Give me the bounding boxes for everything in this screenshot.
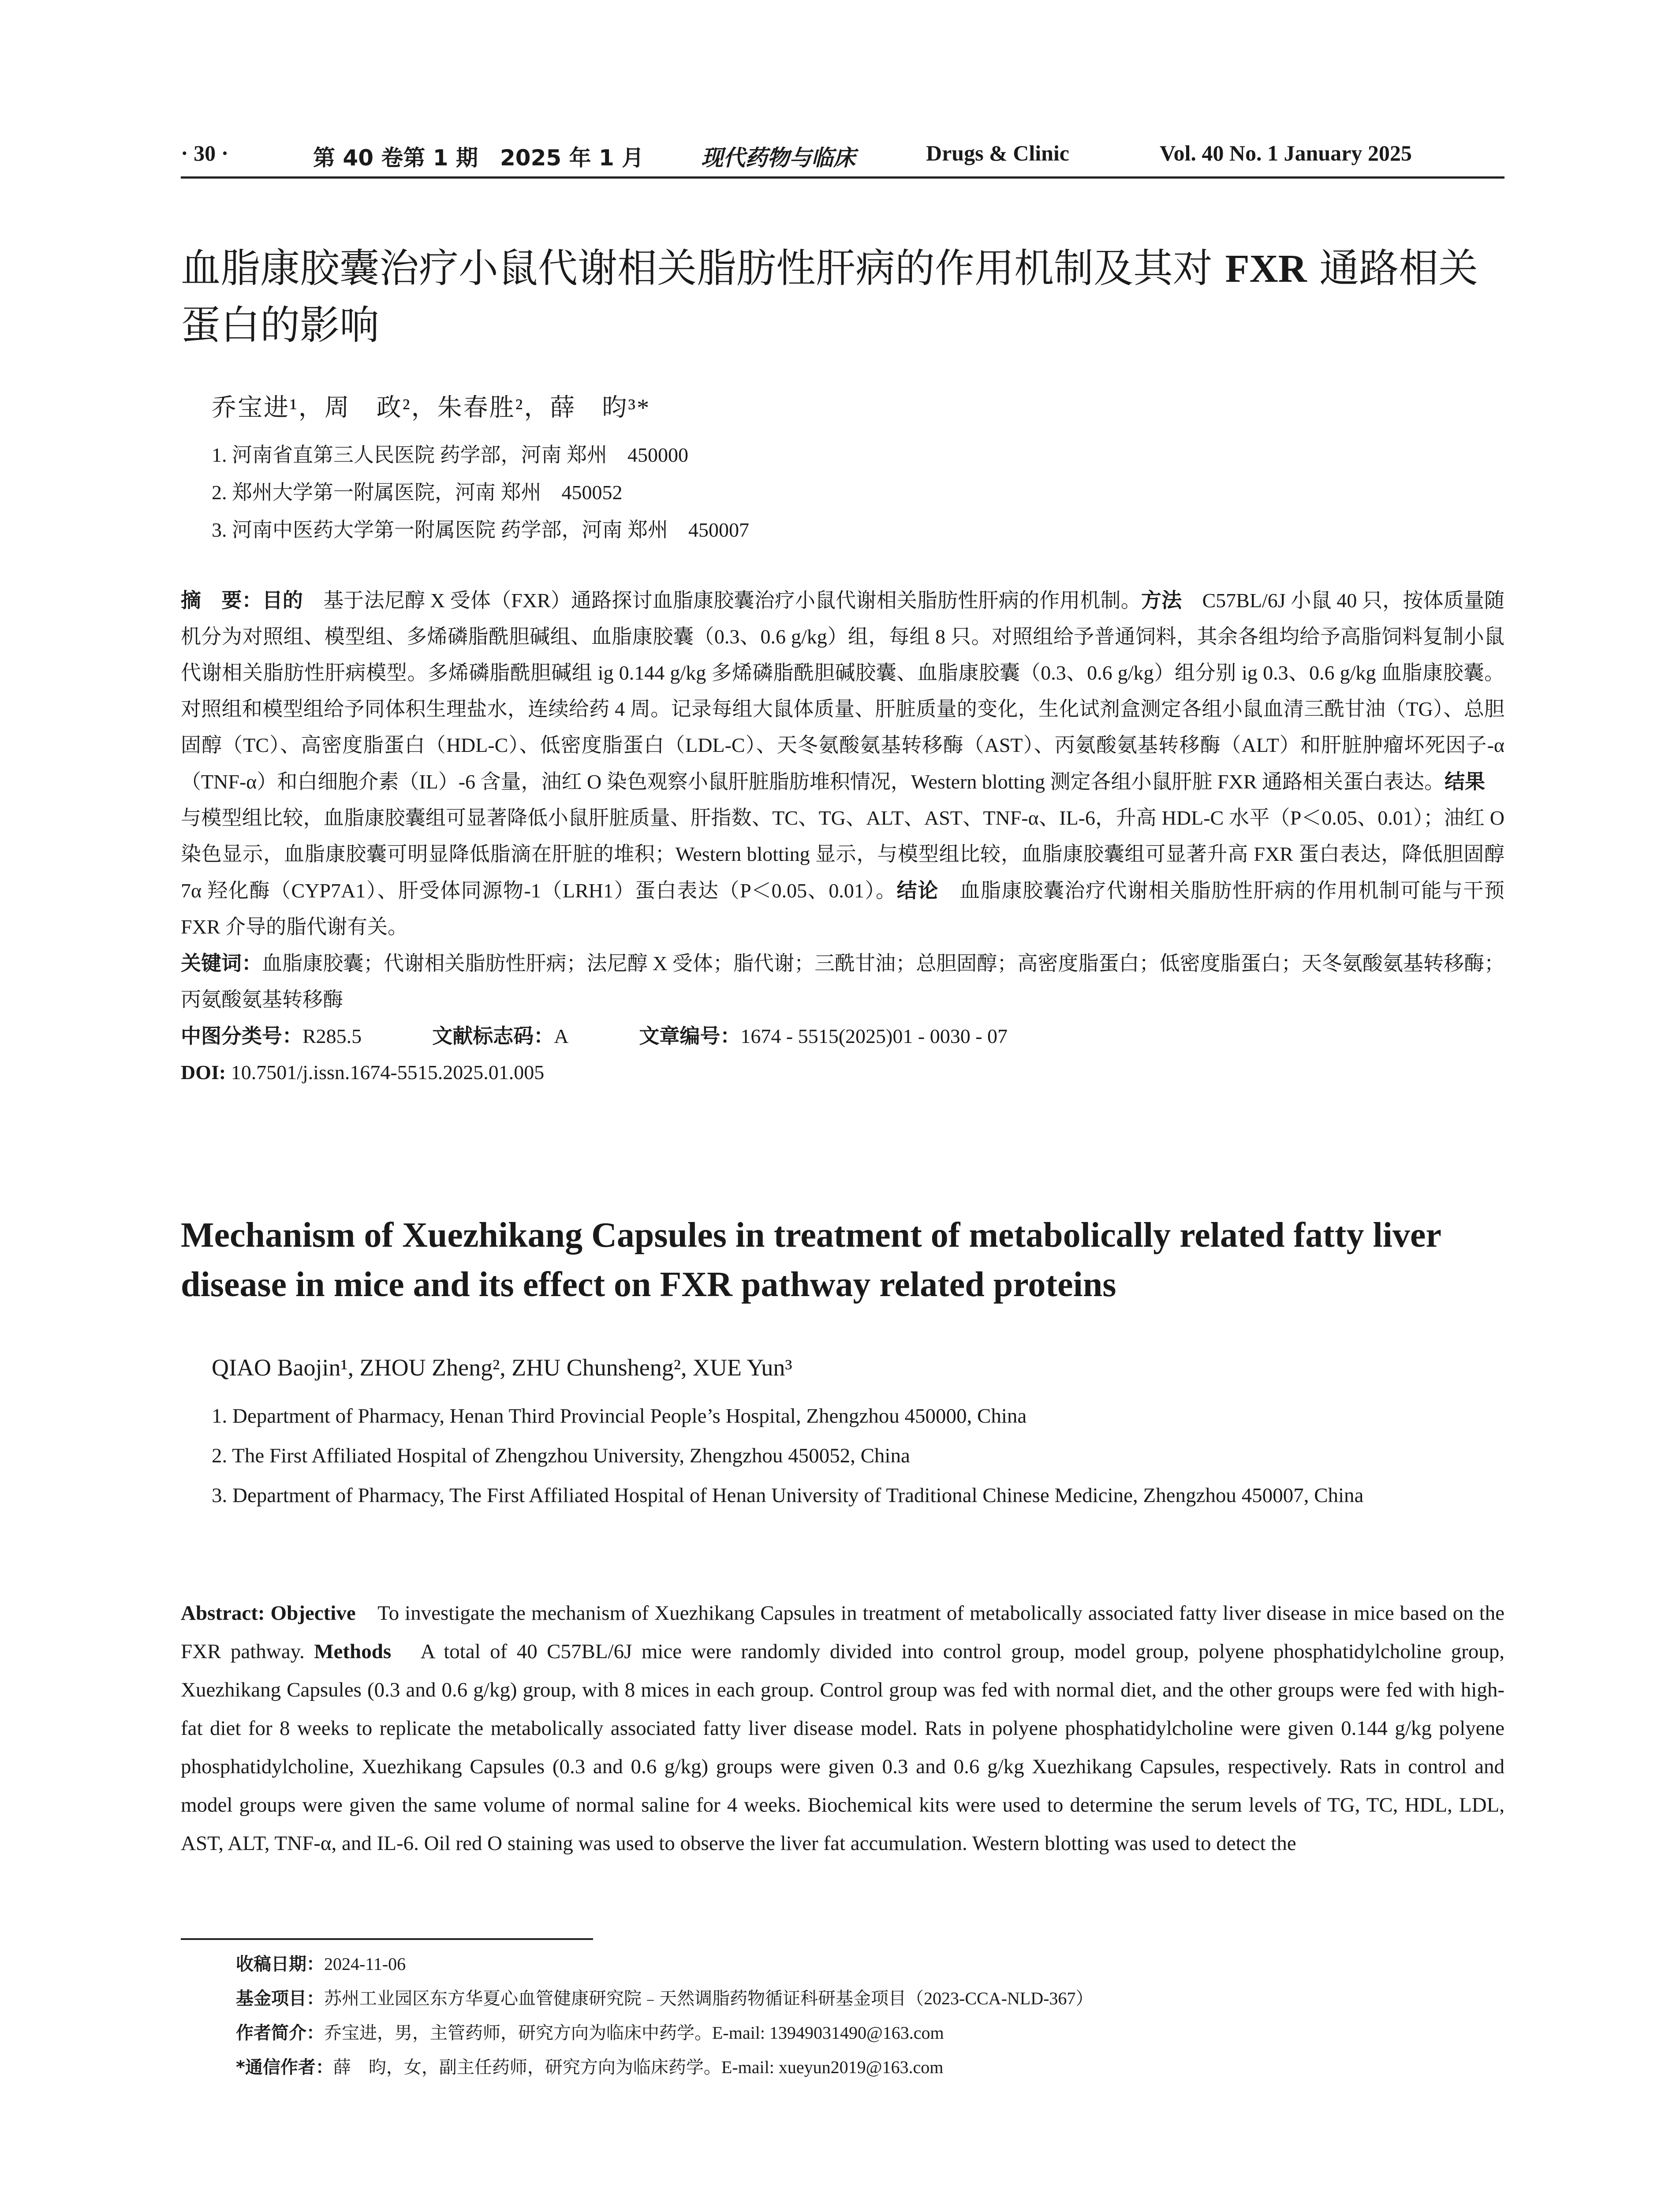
journal-en: Drugs & Clinic xyxy=(926,141,1069,165)
clc-label: 中图分类号： xyxy=(181,1024,302,1048)
cn-affiliation-2: 2. 郑州大学第一附属医院，河南 郑州 450052 xyxy=(212,481,623,504)
cn-title-part2: 通路相关蛋白的影响 xyxy=(181,245,1478,348)
footnote-funding-text: 苏州工业园区东方华夏心血管健康研究院﹣天然调脂药物循证科研基金项目（2023-CCA-NLD-367） xyxy=(324,1988,1094,2008)
en-authors: QIAO Baojin¹, ZHOU Zheng², ZHU Chunsheng², XUE Yun³ xyxy=(212,1354,792,1381)
footnote-received-text: 2024-11-06 xyxy=(324,1954,406,1974)
doi-line xyxy=(181,1054,1505,1091)
header-rule xyxy=(181,176,1505,179)
footnote-author-bio xyxy=(236,2019,944,2044)
footnote-author-bio-text: 乔宝进，男，主管药师，研究方向为临床中药学。E-mail: 13949031490@163.com xyxy=(324,2023,944,2043)
en-objective-label: Objective xyxy=(270,1602,356,1625)
cn-authors: 乔宝进¹，周 政²，朱春胜²，薛 昀³* xyxy=(212,394,651,422)
cn-abstract xyxy=(181,582,1505,945)
footnote-corresponding-text: 薛 昀，女，副主任药师，研究方向为临床药学。E-mail: xueyun2019@163.com xyxy=(333,2057,944,2077)
footnote-author-bio-label: 作者简介： xyxy=(236,2023,324,2043)
doi-value: 10.7501/j.issn.1674-5515.2025.01.005 xyxy=(226,1061,545,1084)
footnote-funding xyxy=(236,1984,1093,2010)
cn-conclusion-text: 血脂康胶囊治疗代谢相关脂肪性肝病的作用机制可能与干预 FXR 介导的脂代谢有关。 xyxy=(181,879,1505,938)
en-affiliation-1: 1. Department of Pharmacy, Henan Third Provincial People’s Hospital, Zhengzhou 450000, China xyxy=(212,1405,1027,1428)
article-no-value: 1674 - 5515(2025)01 - 0030 - 07 xyxy=(740,1025,1008,1047)
cn-keywords-text: 血脂康胶囊；代谢相关脂肪性肝病；法尼醇 X 受体；脂代谢；三酰甘油；总胆固醇；高密度脂蛋白；低密度脂蛋白；天冬氨酸氨基转移酶；丙氨酸氨基转移酶 xyxy=(181,952,1505,1011)
cn-keywords-label: 关键词： xyxy=(181,951,262,975)
journal-cn: 现代药物与临床 xyxy=(701,146,855,170)
cn-abstract-block xyxy=(181,582,1505,1091)
issue-cn: 第 40 卷第 1 期 2025 年 1 月 xyxy=(313,145,644,171)
issue-en: Vol. 40 No. 1 January 2025 xyxy=(1160,141,1412,165)
footnote-corresponding-label: *通信作者： xyxy=(236,2057,333,2078)
footnote-corresponding xyxy=(236,2053,943,2078)
clc-value: R285.5 xyxy=(302,1025,362,1047)
cn-conclusion-label: 结论 xyxy=(896,878,939,902)
en-abstract-label: Abstract: xyxy=(181,1602,265,1625)
footnote-received xyxy=(236,1950,406,1975)
en-affiliation-2: 2. The First Affiliated Hospital of Zhengzhou University, Zhengzhou 450052, China xyxy=(212,1444,910,1467)
cn-abstract-label: 摘 要： xyxy=(181,588,262,612)
cn-objective-label: 目的 xyxy=(262,588,303,612)
doi-label: DOI: xyxy=(181,1061,226,1084)
footnote-received-label: 收稿日期： xyxy=(236,1954,324,1974)
cn-objective-text: 基于法尼醇 X 受体（FXR）通路探讨血脂康胶囊治疗小鼠代谢相关脂肪性肝病的作用机制。 xyxy=(303,589,1141,612)
cn-classification xyxy=(181,1018,1505,1054)
doc-code-label: 文献标志码： xyxy=(432,1024,554,1048)
running-header xyxy=(181,140,1505,176)
en-abstract xyxy=(181,1594,1505,1863)
cn-results-label: 结果 xyxy=(1444,770,1485,793)
doc-code-value: A xyxy=(554,1025,569,1047)
cn-title xyxy=(181,240,1505,354)
cn-results-text: 与模型组比较，血脂康胶囊组可显著降低小鼠肝脏质量、肝指数、TC、TG、ALT、AST、TNF-α、IL-6，升高 HDL-C 水平（P＜0.05、0.01）；油红 O 染色显示，血脂康胶囊可明显降低脂滴在肝脏的堆积；Western blotting 显示，与模型组比较，血脂康胶囊组可显著升高 FXR 蛋白表达，降低胆固醇 7α 羟化酶（CYP7A1）、肝受体同源物-1（LRH1）蛋白表达（P＜0.05、0.01）。 xyxy=(181,770,1505,902)
en-title: Mechanism of Xuezhikang Capsules in treatment of metabolically related fatty liver disease in mice and its effect on FXR pathway related proteins xyxy=(181,1216,1441,1304)
footnote-rule xyxy=(181,1938,593,1940)
cn-keywords xyxy=(181,945,1505,1018)
en-methods-label: Methods xyxy=(314,1640,392,1663)
cn-title-fxr: FXR xyxy=(1225,247,1307,291)
footnote-funding-label: 基金项目： xyxy=(236,1988,324,2009)
cn-methods-text: C57BL/6J 小鼠 40 只，按体质量随机分为对照组、模型组、多烯磷脂酰胆碱组、血脂康胶囊（0.3、0.6 g/kg）组，每组 8 只。对照组给予普通饲料，其余各组均给予高脂饲料复制小鼠代谢相关脂肪性肝病模型。多烯磷脂酰胆碱组 ig 0.144 g/kg 多烯磷脂酰胆碱胶囊、血脂康胶囊（0.3、0.6 g/kg）组分别 ig 0.3、0.6 g/kg 血脂康胶囊。对照组和模型组给予同体积生理盐水，连续给药 4 周。记录每组大鼠体质量、肝脏质量的变化，生化试剂盒测定各组小鼠血清三酰甘油（TG）、总胆固醇（TC）、高密度脂蛋白（HDL-C）、低密度脂蛋白（LDL-C）、天冬氨酸氨基转移酶（AST）、丙氨酸氨基转移酶（ALT）和肝脏肿瘤坏死因子-α（TNF-α）和白细胞介素（IL）-6 含量，油红 O 染色观察小鼠肝脏脂肪堆积情况，Western blotting 测定各组小鼠肝脏 FXR 通路相关蛋白表达。 xyxy=(181,589,1505,793)
en-objective-text: To investigate the mechanism of Xuezhikang Capsules in treatment of metabolically associated fatty liver disease in mice based on the FXR pathway. xyxy=(181,1602,1505,1663)
en-affiliation-3: 3. Department of Pharmacy, The First Affiliated Hospital of Henan University of Traditional Chinese Medicine, Zhengzhou 450007, China xyxy=(212,1484,1364,1507)
page-number: · 30 · xyxy=(181,141,229,165)
cn-methods-label: 方法 xyxy=(1141,588,1182,612)
article-no-label: 文章编号： xyxy=(639,1024,741,1048)
cn-affiliation-1: 1. 河南省直第三人民医院 药学部，河南 郑州 450000 xyxy=(212,444,688,466)
cn-affiliation-3: 3. 河南中医药大学第一附属医院 药学部，河南 郑州 450007 xyxy=(212,519,749,541)
cn-title-part1: 血脂康胶囊治疗小鼠代谢相关脂肪性肝病的作用机制及其对 xyxy=(181,245,1225,292)
en-methods-text: A total of 40 C57BL/6J mice were randomly divided into control group, model group, polyene phosphatidylcholine group, Xuezhikang Capsules (0.3 and 0.6 g/kg) group, with 8 mices in each group. Control group was fed with normal diet, and the other groups were fed with high-fat diet for 8 weeks to replicate the metabolically associated fatty liver disease model. Rats in polyene phosphatidylcholine were given 0.144 g/kg polyene phosphatidylcholine, Xuezhikang Capsules (0.3 and 0.6 g/kg) groups were given 0.3 and 0.6 g/kg Xuezhikang Capsules, respectively. Rats in control and model groups were given the same volume of normal saline for 4 weeks. Biochemical kits were used to determine the serum levels of TG, TC, HDL, LDL, AST, ALT, TNF-α, and IL-6. Oil red O staining was used to observe the liver fat accumulation. Western blotting was used to detect the xyxy=(181,1640,1505,1855)
